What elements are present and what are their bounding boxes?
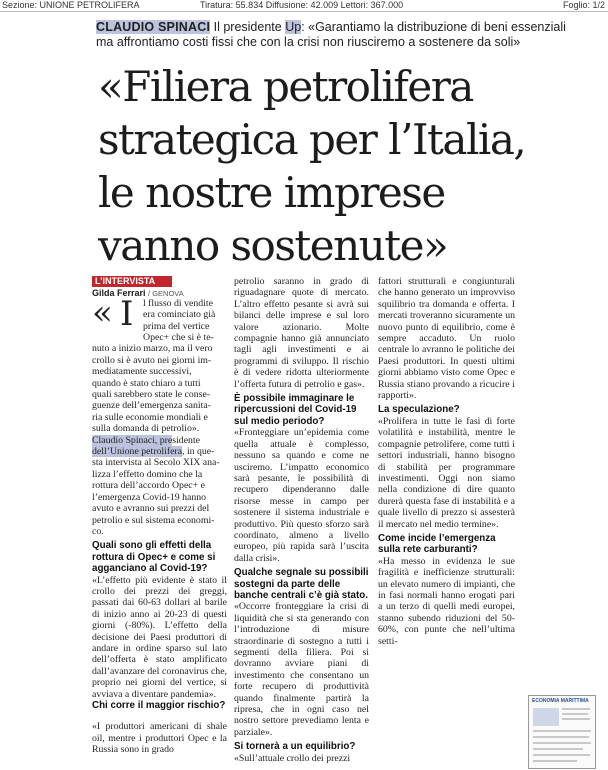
paragraph: «L’effetto più evidente è stato il crollo dei prezzi dei greggi, passati dai 60-63 dollari al barile di inizio anno ai 20-23 di questi giorni (-80%). L’effetto della decisione dei Paesi produttori di andare in ordine sparso sul lato dell’offerta è stato amplificato dall’avanzare del coronavirus che, proprio nei giorni del vertice, si avviava a diventare pandemia». (92, 574, 227, 700)
text-line: quando è stato chiaro a tutti (92, 377, 201, 389)
text-line (92, 435, 227, 446)
column-2 (234, 276, 369, 764)
paragraph: fattori strutturali e congiunturali che hanno generato un improvviso squilibrio tra domanda e offerta. I mercati troveranno sicuramente un nuovo punto di equilibrio, come è sempre accaduto. Un ruolo centrale lo avranno le politiche dei Paesi produttori. In questi ultimi giorni abbiamo visto come Opec e Russia stiano provando a ricucire i rapporti». (378, 276, 515, 402)
headline-line: strategica per l’Italia, (98, 115, 526, 164)
thumbnail-line (562, 708, 590, 710)
kicker-line1-rest: : «Garantiamo la distribuzione di beni essenziali (301, 20, 566, 34)
paragraph: petrolio saranno in grado di riguadagnare quote di mercato. L’altro effetto pesante si avrà sui bilanci delle imprese e sul loro valore azionario. Molte compagnie hanno già annunciato tagli agli investimenti e ai programmi di sviluppo. Il rischio è di vedere ridotta ulteriormente l’offerta futura di petrolio e gas». (234, 276, 369, 390)
text-line: co. (92, 525, 104, 537)
text-line: mediatamente successivi, (92, 366, 192, 378)
thumbnail-line (533, 760, 577, 762)
kicker-name: CLAUDIO SPINACI (96, 20, 211, 34)
text-line: prima del vertice (143, 320, 210, 332)
text-line: l flusso di vendite (143, 298, 213, 309)
header-divider (0, 11, 608, 12)
text-line: petrolio e sul sistema economi- (92, 514, 215, 526)
thumbnail-line (533, 748, 583, 750)
text-span: sidente (172, 434, 201, 446)
thumbnail-line (533, 754, 590, 756)
interview-question: Si tornerà a un equilibrio? (234, 741, 356, 753)
highlight: dell’Unione petrolifera (92, 446, 183, 458)
thumbnail-line (533, 742, 591, 744)
interview-question: Quali sono gli effetti della rottura di Opec+ e come si agganciano al Covid-19? (92, 540, 216, 575)
text-line: nuto a inizio marzo, ma il vero (92, 343, 213, 355)
text-line: ria sulle economie mondiali e (92, 411, 208, 423)
paragraph: «Occorre fronteggiare la crisi di liquidità che si sta generando con l’introduzione di misure straordinarie di sostegno a tutti i segmenti della filiera. Poi si dovranno avviare piani di investimento che consentano un forte recupero di produttività quando finalmente partirà la ripresa, che in ogni caso nel nostro settore prevediamo lenta e parziale». (234, 601, 369, 738)
text-span: , in que- (182, 446, 215, 458)
page-thumbnail (528, 695, 596, 769)
circulation-info: Tiratura: 55.834 Diffusione: 42.009 Lettori: 367.000 (200, 0, 404, 10)
page-indicator: Foglio: 1/2 (563, 0, 606, 10)
thumbnail-line (562, 713, 588, 715)
text-line: rottura dell’accordo Opec+ e (92, 480, 205, 492)
thumbnail-line (562, 718, 590, 720)
kicker (96, 20, 596, 50)
interview-question: Chi corre il maggior rischio? (92, 700, 226, 711)
interview-question: Qualche segnale su possibili sostegni da parte delle banche centrali c’è già stato. (234, 567, 369, 601)
column-1 (92, 332, 227, 756)
text-line: lizza l’effetto domino che la (92, 468, 203, 480)
text-line: quali sarebbero state le conse- (92, 389, 211, 401)
kicker-org: Up (285, 20, 302, 34)
paragraph: «Ha messo in evidenza le sue fragilità e inefficienze strutturali: un elevato numero di impianti, che in fasi normali hanno erogati pari a un terzo di quelli medi europei, stanno subendo riduzioni del 50-60%, con punte che nell’ultima setti- (378, 555, 515, 647)
text-line (92, 446, 227, 457)
headline-line: vanno sostenute» (98, 221, 448, 270)
dateline: / GENOVA (148, 289, 184, 298)
thumbnail-photo (533, 708, 559, 726)
thumbnail-title: ECONOMIA MARITTIMA (532, 698, 589, 704)
paragraph: «Prolifera in tutte le fasi di forte volatilità e instabilità, mentre le compagnie petrolifere, come tutti i settori industriali, hanno bisogno di stabilità per programmare investimenti. Oggi non siamo nella condizione di dire quanto durerà questa fase di instabilità e a quale livello di prezzo si assesterà il mercato nel medio termine». (378, 415, 515, 530)
text-line: avuto e avranno sui prezzi del (92, 503, 210, 515)
paragraph: «Sull’attuale crollo dei prezzi (234, 752, 351, 764)
opening-quote-mark: « (92, 293, 113, 333)
text-line: Opec+ che si è te- (143, 332, 214, 343)
section-label: Sezione: UNIONE PETROLIFERA (2, 0, 140, 10)
text-line: era cominciato già (143, 309, 216, 321)
author: Gilda Ferrari (92, 288, 146, 298)
interview-question: È possibile immaginare le ripercussioni del Covid-19 sul medio periodo? (234, 393, 357, 427)
clipping-header (0, 0, 608, 11)
column-3 (378, 276, 515, 647)
thumbnail-line (533, 730, 591, 732)
kicker-line2: ma affrontiamo costi fissi che con la crisi non riusciremo a sostenere da soli» (96, 35, 521, 49)
column-1-intro (143, 298, 227, 332)
paragraph: «Fronteggiare un’epidemia come quella attuale è complesso, nessuno sa quando e come ne usciremo. L’impatto economico sarà pesante, le possibilità di recupero dipenderanno dalle risorse messe in campo per sostenere il sistema industriale e produttivo. Più questo sforzo sarà coordinato, almeno a livello europeo, più rapida sarà l’uscita dalla crisi». (234, 427, 369, 564)
interview-question: La speculazione? (378, 404, 460, 416)
headline-line: «Filiera petrolifera (98, 62, 473, 111)
paragraph: «I produttori americani di shale oil, mentre i produttori Opec e la Russia sono in grado (92, 721, 227, 756)
thumbnail-line (533, 736, 589, 738)
drop-cap: I (120, 294, 134, 334)
text-line: sta intervista al Secolo XIX ana- (92, 457, 220, 469)
text-line: l’emergenza Covid-19 hanno (92, 491, 207, 503)
text-line: sulla domanda di petrolio». (92, 423, 200, 435)
headline-line: le nostre imprese (98, 168, 445, 217)
kicker-pre: Il presidente (213, 20, 282, 34)
highlight: Claudio Spinaci, pre (92, 434, 173, 446)
headline (98, 60, 608, 272)
text-line: guenze dell’emergenza sanita- (92, 400, 211, 412)
text-line: crollo si è avuto nei giorni im- (92, 354, 212, 366)
section-tag: L’INTERVISTA (92, 276, 172, 287)
interview-question: Come incide l’emergenza sulla rete carburanti? (378, 532, 496, 556)
